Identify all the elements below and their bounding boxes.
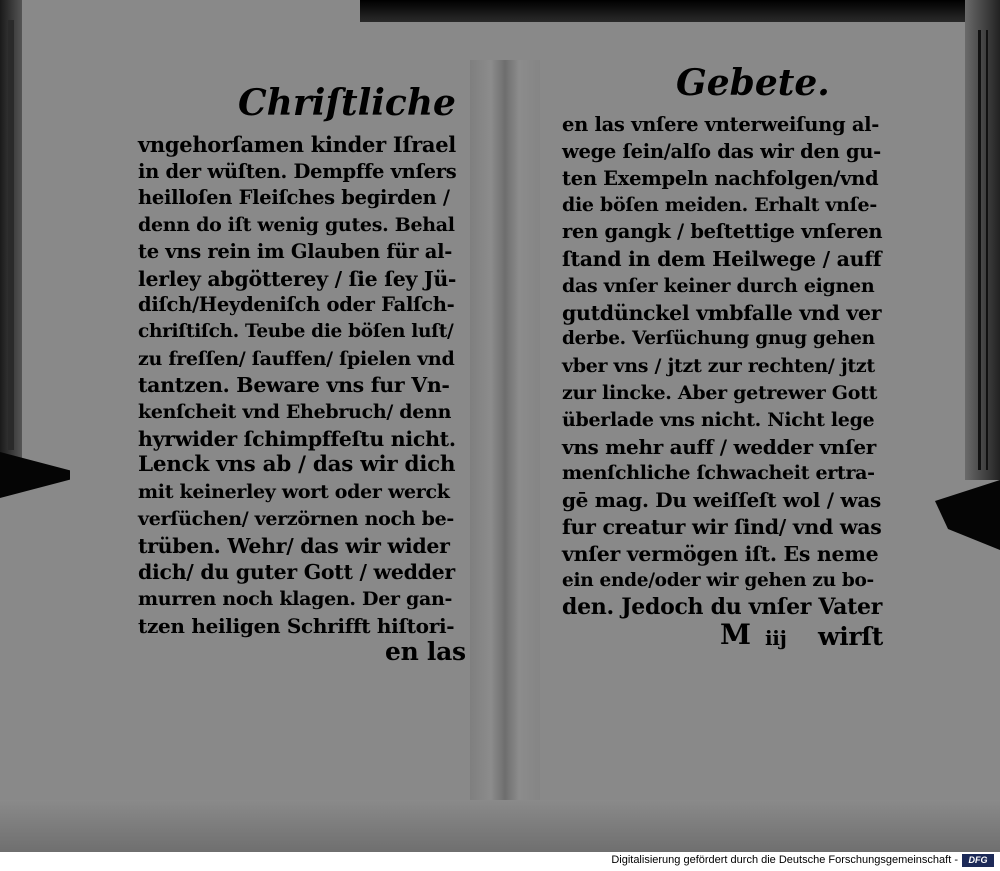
left-page-line: in der wüſten. Dempffe vnſers [138, 159, 457, 183]
right-page-line: gē mag. Du weiſſeſt wol / was [562, 488, 881, 513]
right-page-line: das vnſer keiner durch eignen [562, 274, 875, 297]
right-page-line: ſtand in dem Heilwege / auff [562, 247, 882, 271]
footer-bar [0, 852, 1000, 871]
right-page-line: den. Jedoch du vnſer Vater [562, 594, 882, 621]
left-page-line: dich/ du guter Gott / wedder [138, 560, 455, 585]
right-book-edge [965, 0, 1000, 480]
catchword: wirſt [818, 622, 883, 651]
left-page-line: denn do iſt wenig gutes. Behal [138, 214, 455, 237]
right-page-line: derbe. Verſüchung gnug gehen [562, 328, 875, 350]
top-edge-shadow [360, 0, 1000, 22]
book-gutter [470, 60, 540, 800]
left-page-line: verſüchen/ verzörnen noch be- [138, 507, 454, 530]
right-page-line: die böſen meiden. Erhalt vnſe- [562, 194, 877, 217]
right-page-line: vns mehr auff / wedder vnſer [562, 434, 877, 459]
left-page-line: heilloſen Fleiſches begirden / [138, 186, 450, 210]
footer-credit: Digitalisierung gefördert durch die Deutsche Forschungsgemeinschaft - [611, 854, 958, 866]
left-page-line: Lenck vns ab / das wir dich [138, 452, 456, 478]
right-page-line: ren gangk / beſtettige vnſeren [562, 220, 883, 244]
left-page-line: zu freſſen/ ſauffen/ ſpielen vnd [138, 347, 455, 370]
right-page-line: menſchliche ſchwacheit ertra- [562, 462, 875, 485]
left-page-stack [8, 20, 14, 450]
bottom-shadow [0, 800, 1000, 858]
right-page-stack-lines [978, 30, 981, 470]
left-page-line: trüben. Wehr/ das wir wider [138, 533, 450, 558]
left-page-line: vngehorſamen kinder Iſrael [138, 132, 456, 157]
right-page-stack-lines-2 [986, 30, 988, 470]
right-page-line: überlade vns nicht. Nicht lege [562, 408, 875, 431]
right-page-line: fur creatur wir ſind/ vnd was [562, 515, 882, 539]
left-page-line: tantzen. Beware vns fur Vn- [138, 373, 450, 398]
right-clasp-shadow [935, 480, 1000, 550]
left-page-line: murren noch klagen. Der gan- [138, 587, 453, 610]
left-page-line: kenſcheit vnd Ehebruch/ denn [138, 401, 452, 423]
signature-mark: M [720, 618, 751, 651]
right-page-line: zur lincke. Aber getrewer Gott [562, 382, 878, 404]
left-page-header: Chriſtliche [238, 82, 456, 124]
right-page-line: ten Exempeln nachfolgen/vnd [562, 166, 879, 190]
dfg-logo: DFG [962, 854, 994, 867]
left-clasp-shadow [0, 452, 70, 498]
left-page-line: tzen heiligen Schrifft hiſtori- [138, 613, 455, 638]
right-page-line: ein ende/oder wir gehen zu bo- [562, 569, 874, 591]
right-page-header: Gebete. [676, 62, 830, 104]
right-page-line: vnſer vermögen iſt. Es neme [562, 541, 879, 566]
signature-number: iij [765, 626, 787, 650]
left-page-line: te vns rein im Glauben für al- [138, 239, 453, 263]
left-page-line: diſch/Heydeniſch oder Falſch- [138, 293, 455, 317]
right-page-line: en las vnſere vnterweiſung al- [562, 113, 880, 136]
right-page-line: wege ſein/alſo das wir den gu- [562, 139, 881, 163]
right-page-line: vber vns / jtzt zur rechten/ jtzt [562, 355, 875, 378]
right-page-line: gutdünckel vmbfalle vnd ver [562, 300, 882, 325]
left-page-line: hyrwider ſchimpffeſtu nicht. [138, 426, 456, 451]
left-page-line: en las [385, 637, 466, 667]
left-page-line: lerley abgötterey / ſie ſey Jü- [138, 266, 457, 291]
left-page-line: chriſtiſch. Teube die böſen luſt/ [138, 320, 454, 342]
left-page-line: mit keinerley wort oder werck [138, 481, 450, 504]
